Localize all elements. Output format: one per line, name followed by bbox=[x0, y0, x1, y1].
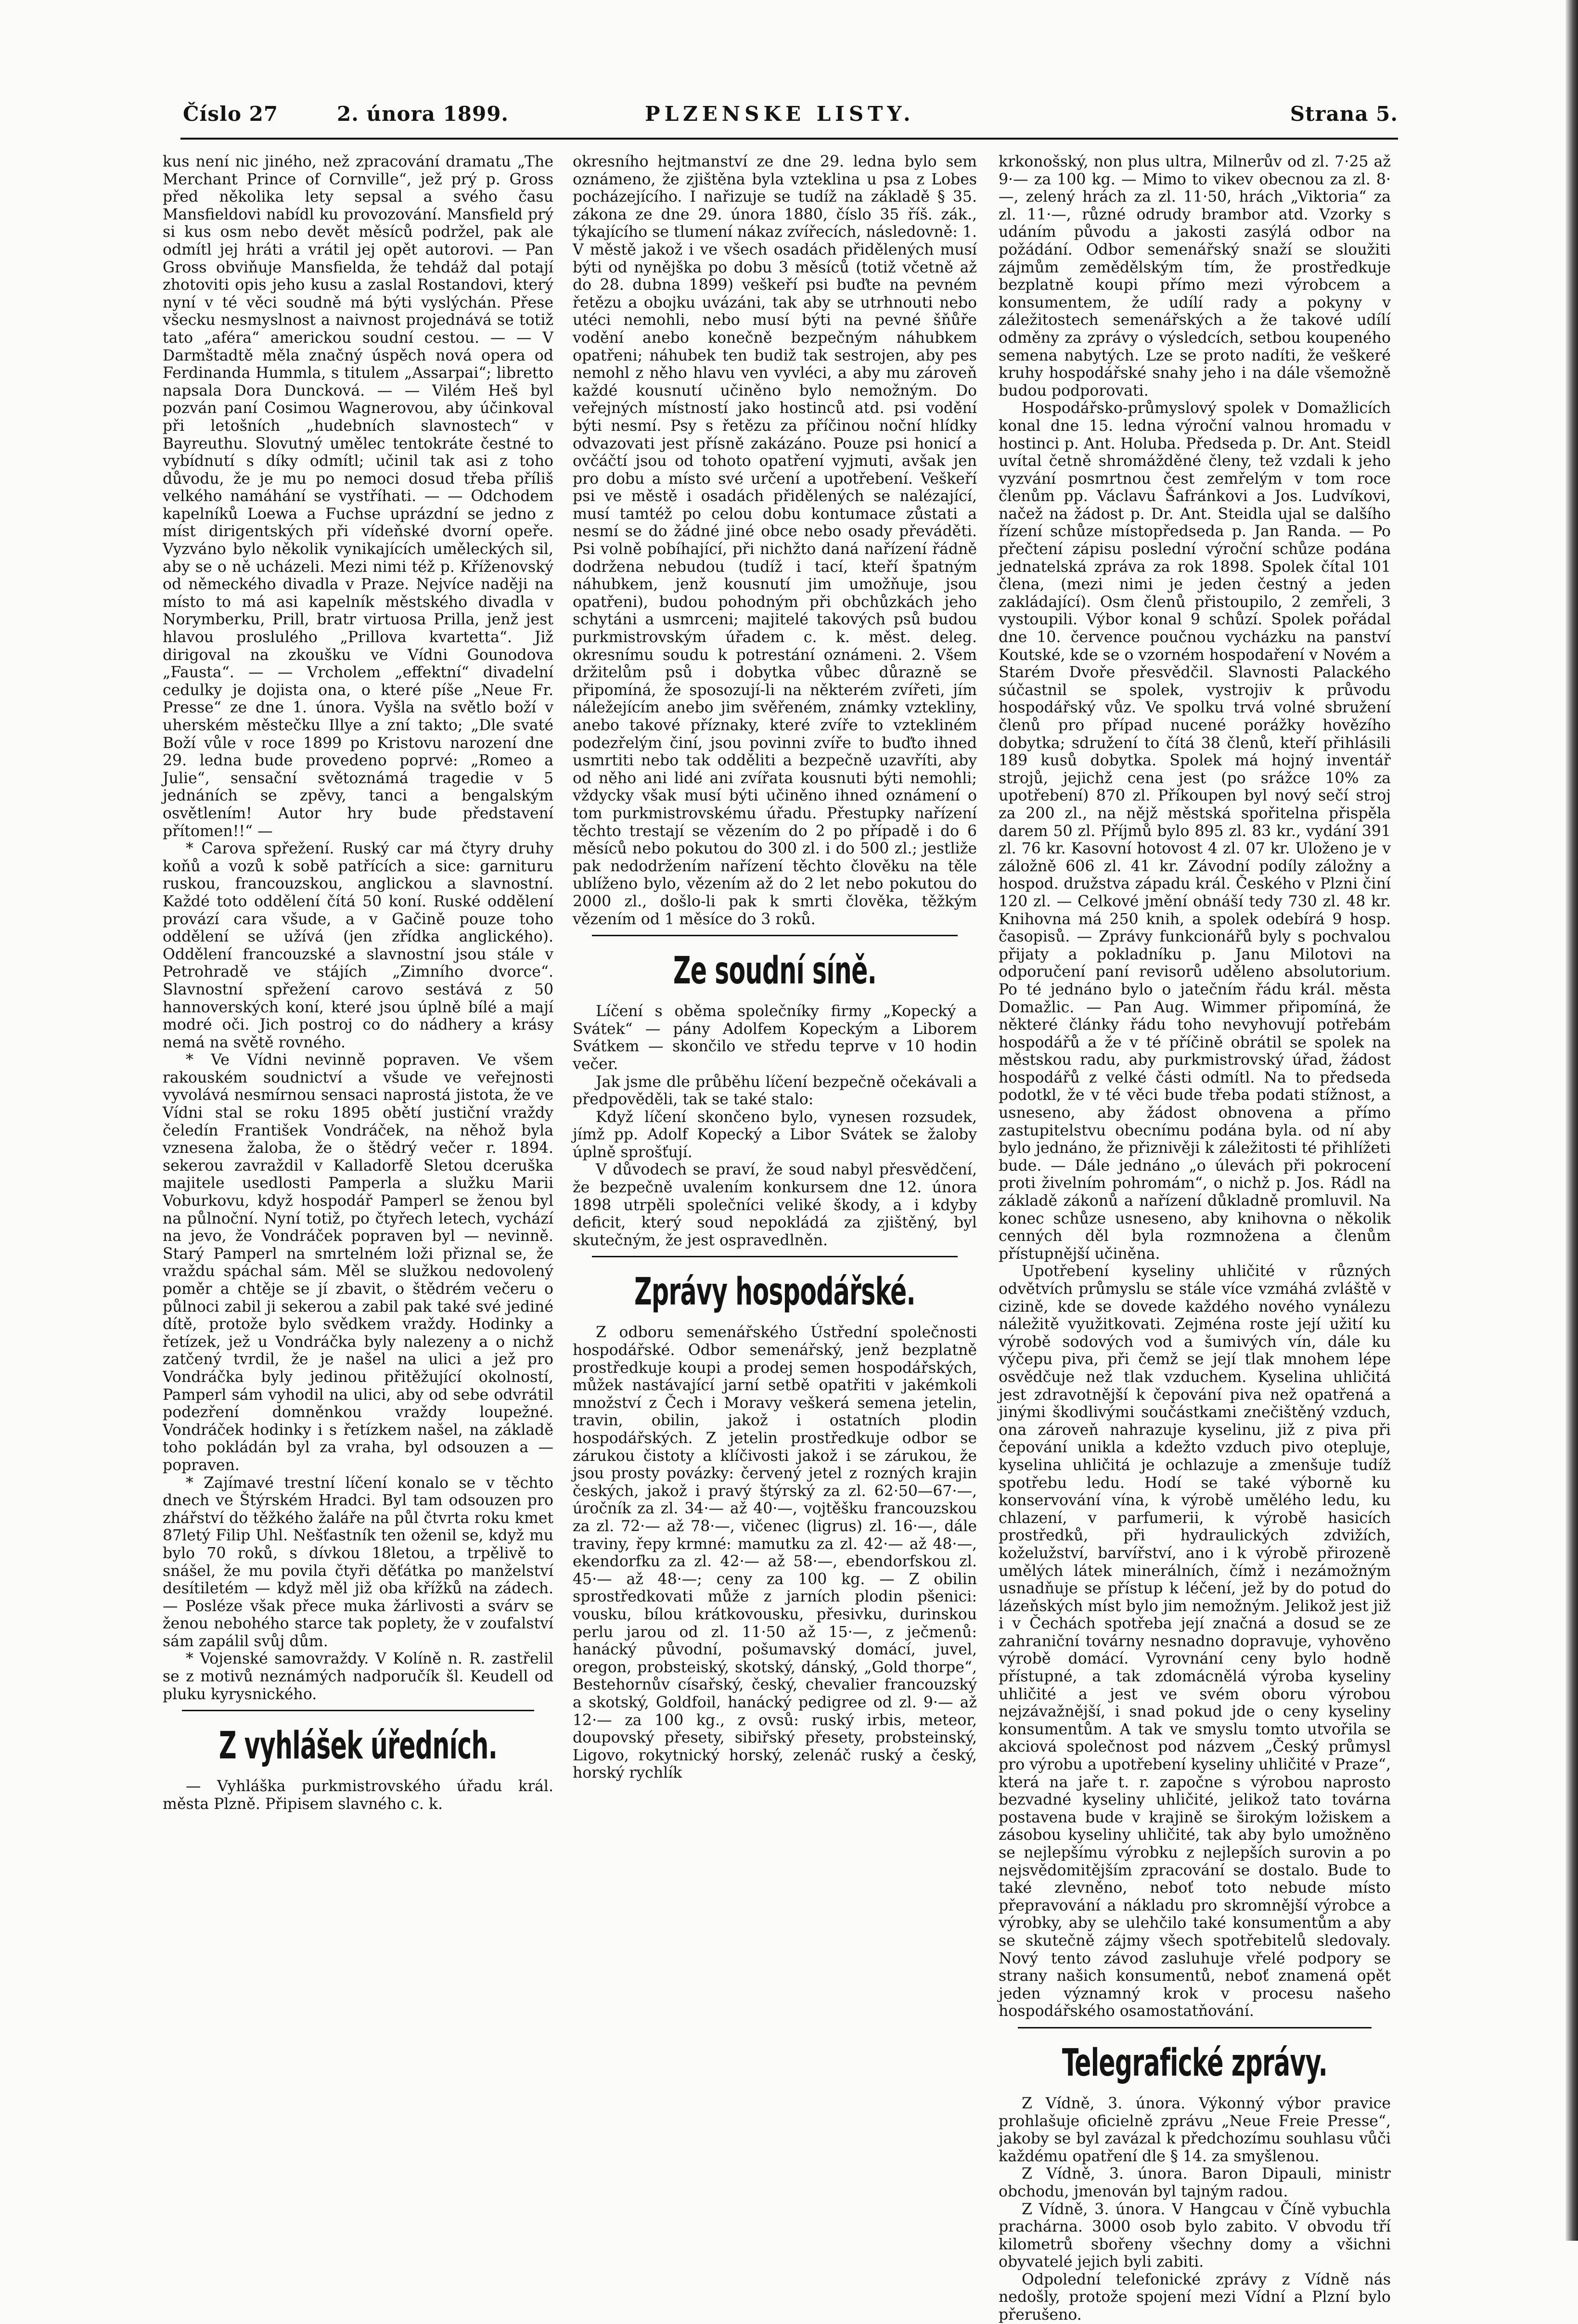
article-paragraph: krkonošský, non plus ultra, Milnerův od zl. 7·25 až 9·— za 100 kg. — Mimo to vikev obecnou za zl. 8·—, zelený hrách za zl. 11·50, hrách „Viktoria“ za zl. 11·—, různé odrudy brambor atd. Vzorky s udáním původu a jakosti zasýlá odbor na požádání. Odbor semenářský snaží se sloužiti zájmům zemědělským tím, že prostředkuje bezplatně koupi přímo mezi výrobcem a konsumentem, že udílí rady a pokyny v záležitostech semenářských a že takové udílí odměny za zprávy o výsledcích, setbou koupeného semena nabytých. Lze se proto nadíti, že veškeré kruhy hospodářské snahy jeho i na dále všemožně budou podporovati. bbox=[999, 153, 1391, 400]
article-paragraph: okresního hejtmanství ze dne 29. ledna bylo sem oznámeno, že zjištěna byla vzteklina u psa z Lobes pocházejícího. I nařizuje se tudíž na základě § 35. zákona ze dne 29. února 1880, číslo 35 říš. zák., týkajícího se tlumení nákaz zvířecích, následovně: 1. V městě jakož i ve všech osadách přidělených musí býti od nynějška po dobu 3 měsíců (totiž včetně až do 28. dubna 1899) veškeří psi buďte na pevném řetězu a obojku uvázáni, tak aby se utrhnouti nebo utéci nemohli, nebo musí býti na pevné šňůře vodění anebo konečně bezpečným náhubkem opatřeni; náhubek ten budiž tak sestrojen, aby pes nemohl z něho hlavu ven vyvléci, a aby mu zároveň každé kousnutí učiněno bylo nemožným. Do veřejných místností jako hostinců atd. psi vodění býti nesmí. Psy s řetězu za příčinou noční hlídky odvazovati jest přísně zakázáno. Pouze psi honicí a ovčáčtí jsou od tohoto opatření vyjmuti, avšak jen pro dobu a místo své určení a upotřebení. Veškeří psi ve městě i osadách přidělených se nalézající, musí tamtéž po celou dobu kontumace zůstati a nesmí se do žádné jiné obce nebo osady převáděti. Psi volně pobíhající, při nichžto daná nařízení řádně dodržena nebudou (tudíž i tací, kteří špatným náhubkem, jenž kousnutí jim umožňuje, jsou opatřeni), budou pohodným při obchůzkách jeho schytáni a usmrceni; majitelé takových psů budou purkmistrovským úřadem c. k. měst. deleg. okresnímu soudu k potrestání oznámeni. 2. Všem držitelům psů i dobytka vůbec důrazně se připomíná, že sposozují-li na některém zvířeti, jím náležejícím anebo jim svěřeném, známky vztekliny, anebo takové příznaky, které zvíře to vztekliném podezřelým činí, jsou povinni zvíře to buďto ihned usmrtiti nebo tak odděliti a bezpečně uzavříti, aby od něho ani lidé ani zvířata kousnuti býti nemohli; vždycky však musí býti učiněno ihned oznámení o tom purkmistrovskému úřadu. Přestupky nařízení těchto trestají se vězením do 2 po případě i do 6 měsíců nebo pokutou do 300 zl. i do 500 zl.; jestliže pak nedodržením nařízení těchto člověku na těle ublíženo bylo, vězením až do 2 let nebo pokutou do 2000 zl., došlo-li pak k smrti člověka, těžkým vězením od 1 měsíce do 3 roků. bbox=[573, 153, 977, 928]
section-rule bbox=[182, 1710, 534, 1711]
newspaper-title: PLZENSKE LISTY. bbox=[645, 102, 915, 126]
section-heading: Z vyhlášek úředních. bbox=[218, 1724, 498, 1768]
header-rule bbox=[180, 138, 1398, 140]
article-paragraph: * Carova spřežení. Ruský car má čtyry druhy koňů a vozů k sobě patřících a sice: garnituru ruskou, francouzskou, anglickou a slavnostní. Každé toto oddělení čítá 50 koní. Ruské oddělení provází cara všude, a v Gačině pouze toho oddělení se užívá (jen zřídka anglického). Oddělení francouzské a slavnostní jsou stále v Petrohradě ve stájích „Zimního dvorce“. Slavnostní spřežení carovo sestává z 50 hannoverských koní, které jsou úplně bílé a mají modré oči. Jich postroj co do nádhery a krásy nemá na světě rovného. bbox=[163, 840, 553, 1051]
section-heading: Zprávy hospodářské. bbox=[634, 1270, 916, 1314]
scan-edge bbox=[1565, 0, 1578, 2241]
article-paragraph: Upotřebení kyseliny uhličité v různých odvětvích průmyslu se stále více vzmáhá zvláště v cizině, kde se dovede každého nového vynálezu náležitě využitkovati. Zejména roste její užití ku výrobě sodových vod a šumivých vín, dále ku výčepu piva, při čemž se její tlak mnohem lépe osvědčuje než tlak vzduchem. Kyselina uhličitá jest zdravotnější k čepování piva než opatřená a jinými škodlivými součástkami znečištěný vzduch, ona zároveň nahrazuje kyselinu, již z piva při čepování unikla a kdežto vzduch pivo otepluje, kyselina uhličitá je ochlazuje a zmenšuje tudíž spotřebu ledu. Hodí se také výborně ku konservování vína, k výrobě umělého ledu, ku chlazení, v parfumerii, k výrobě hasicích prostředků, při hydraulických zdvižích, koželužství, barvířství, ano i k výrobě přirozeně umělých látek minerálních, čímž i nezámožným usnadňuje se přístup k léčení, jež by do potud do lázeňských míst bylo jim nemožným. Jelikož jest již i v Čechách spotřeba její značná a dosud se ze zahraniční továrny nesnadno dopravuje, vyhověno výrobě domácí. Vyrovnání ceny bylo hodně přístupné, a tak zdomácnělá výroba kyseliny uhličité a jest ve svém oboru výrobou nejzávažnější, i snad pokud jde o ceny kyseliny konsumentům. A tak ve smyslu tomto utvořila se akciová společnost pod názvem „Český průmysl pro výrobu a upotřebení kyseliny uhličité v Praze“, která na jaře t. r. započne s výrobou naprosto bezvadné kyseliny uhličité, jelikož tato továrna postavena bude v krajině se širokým ložiskem a zásobou kyseliny uhličité, tak aby bylo umožněno se nejlepšímu výrobku z nejlepších surovin a po nejsvědomitějším zpracování se dostalo. Bude to také zlevněno, neboť toto nebude místo přepravování a nákladu pro skromnější výrobce a výrobky, aby se ulehčilo také konsumentům a aby se skutečně zájmy všech spotřebitelů sledovaly. Nový tento závod zasluhuje vřelé podpory se strany našich konsumentů, neboť znamená opět jeden významný krok v procesu našeho hospodářského osamostatňování. bbox=[999, 1263, 1391, 2020]
article-paragraph: Líčení s oběma společníky firmy „Kopecký a Svátek“ — pány Adolfem Kopeckým a Liborem Svátkem — skončilo ve středu teprve v 10 hodin večer. bbox=[573, 1003, 977, 1073]
page-number: Strana 5. bbox=[1290, 102, 1398, 126]
section-rule bbox=[592, 1256, 958, 1257]
article-paragraph: kus není nic jiného, než zpracování dramatu „The Merchant Prince of Cornville“, jež prý p. Gross před několika lety sepsal a svého času Mansfieldovi nabídl ku provozování. Mansfield prý si kus osm nebo devět měsíců podržel, pak ale odmítl jej hráti a vrátil jej opět autorovi. — Pan Gross obviňuje Mansfielda, že tehdáž dal potají zhotoviti opis jeho kusu a zaslal Rostandovi, který nyní v té věci soudně má býti vyslýchán. Přese všecku nesmyslnost a naivnost projednává se totiž tato „aféra“ americkou soudní cestou. — — V Darmštadtě měla značný úspěch nová opera od Ferdinanda Hummla, s titulem „Assarpai“; libretto napsala Dora Duncková. — — Vilém Heš byl pozván paní Cosimou Wagnerovou, aby účinkoval při letošních „hudebních slavnostech“ v Bayreuthu. Slovutný umělec tentokráte čestné to vybídnutí s díky odmítl; učinil tak asi z toho důvodu, že je mu po nemoci dosud třeba příliš velkého namáhání se vystříhati. — — Odchodem kapelníků Loewa a Fuchse uprázdní se jedno z míst dirigentských při vídeňské dvorní opeře. Vyzváno bylo několik vynikajících uměleckých sil, aby se o ně ucházeli. Mezi nimi též p. Kříženovský od německého divadla v Praze. Nejvíce naději na místo to má asi kapelník městského divadla v Norymberku, Prill, bratr virtuosa Prilla, jenž jest hlavou proslulého „Prillova kvartetta“. Již dirigoval na zkoušku ve Vídni Gounodova „Fausta“. — — Vrcholem „effektní“ divadelní cedulky je dojista ona, o které píše „Neue Fr. Presse“ ze dne 1. února. Vyšla na světlo boží v uherském městečku Illye a zní takto; „Dle svaté Boží vůle v roce 1899 po Kristovu narození dne 29. ledna bude provedeno poprvé: „Romeo a Julie“, sensační světoznámá tragedie v 5 jednáních se zpěvy, tanci a bengalským osvětlením! Autor hry bude představení přítomen!!“ — bbox=[163, 153, 553, 840]
column-1 bbox=[163, 153, 553, 2127]
article-paragraph: Z Vídně, 3. února. V Hangcau v Číně vybuchla prachárna. 3000 osob bylo zabito. V obvodu tří kilometrů sbořeny všechny domy a všichni obyvatelé jejich byli zabiti. bbox=[999, 2200, 1391, 2271]
section-rule bbox=[592, 935, 958, 936]
column-2 bbox=[573, 153, 977, 2127]
article-paragraph: Jak jsme dle průběhu líčení bezpečně očekávali a předpověděli, tak se také stalo: bbox=[573, 1073, 977, 1109]
page-header bbox=[183, 100, 1398, 134]
section-heading: Telegrafické zprávy. bbox=[1062, 2041, 1328, 2085]
article-paragraph: Z Vídně, 3. února. Baron Dipauli, ministr obchodu, jmenován byl tajným radou. bbox=[999, 2165, 1391, 2200]
article-paragraph: Hospodářsko-průmyslový spolek v Domažlicích konal dne 15. ledna výroční valnou hromadu v hostinci p. Ant. Holuba. Předseda p. Dr. Ant. Steidl uvítal četně shromážděné členy, tež vzdali k jeho vyzvání posmrtnou čest zemřelým v tom roce členům pp. Václavu Šafránkovi a Jos. Ludvíkovi, načež na žádost p. Dr. Ant. Steidla ujal se dalšího řízení schůze místopředseda p. Jan Randa. — Po přečtení zápisu poslední výroční schůze podána jednatelská zpráva za rok 1898. Spolek čítal 101 člena, (mezi nimi je jeden čestný a jeden zakládající). Osm členů přistoupilo, 2 zemřeli, 3 vystoupili. Výbor konal 9 schůzí. Spolek pořádal dne 10. července poučnou vycházku na panství Koutské, kde se o vzorném hospodaření v Novém a Starém Dvoře přesvědčil. Slavnosti Palackého súčastnil se spolek, vystrojiv k průvodu hospodářský vůz. Ve spolku trvá volné sbružení členů pro případ nucené porážky hovězího dobytka; sdružení to čítá 38 členů, kteří přihlásili 189 kusů dobytka. Spolek má hojný inventář strojů, jejichž cena jest (po srážce 10% za upotřebení) 870 zl. Příkoupen byl nový sečí stroj za 200 zl., na nějž městská spořitelna přispěla darem 50 zl. Příjmů bylo 895 zl. 83 kr., vydání 391 zl. 76 kr. Kasovní hotovost 4 zl. 07 kr. Uloženo je v záložně 606 zl. 41 kr. Závodní podíly záložny a hospod. družstva západu král. Českého v Plzni činí 120 zl. — Celkové jmění obnáší tedy 730 zl. 48 kr. Knihovna má 250 knih, a spolek odebírá 9 hosp. časopisů. — Zprávy funkcionářů byly s pochvalou přijaty a pokladníku p. Janu Milotovi na odporučení paní revisorů uděleno absolutorium. Po té jednáno bylo o jatečním řádu král. města Domažlic. — Pan Aug. Wimmer připomíná, že některé články řádu toho nevyhovují potřebám hospodářů a že v té příčině obrátil se spolek na městskou radu, aby purkmistrovský úřad, žádost hospodářů z velké části odmítl. Na to předseda podotkl, že v té věci bude třeba podati stížnost, a usneseno, aby žádost obnovena a přímo zastupitelstvu obecnímu podána byla. od ní aby bylo jednáno, že přiznivěji k záležitosti té přihlížeti bude. — Dále jednáno „o úlevách při pokrocení proti živelním pohromám“, o nichž p. Jos. Rádl na základě zákonů a nařízení důkladně promluvil. Na konec schůze usneseno, aby knihovna o několik cenných děl byla rozmnožena a členům přístupnější učiněna. bbox=[999, 400, 1391, 1263]
article-paragraph: Když líčení skončeno bylo, vynesen rozsudek, jímž pp. Adolf Kopecký a Libor Svátek se žaloby úplně sprošťují. bbox=[573, 1108, 977, 1161]
issue-date: 2. února 1899. bbox=[337, 102, 509, 126]
column-3 bbox=[999, 153, 1391, 2324]
article-paragraph: Z Vídně, 3. února. Výkonný výbor pravice prohlašuje oficielně zprávu „Neue Freie Presse“, jakoby se byl zavázal k předchozímu souhlasu vůči každému opatření dle § 14. za smyšlenou. bbox=[999, 2094, 1391, 2165]
article-paragraph: * Vojenské samovraždy. V Kolíně n. R. zastřelil se z motivů neznámých nadporučík šl. Keudell od pluku kyrysnického. bbox=[163, 1650, 553, 1703]
section-heading: Ze soudní síně. bbox=[673, 949, 877, 993]
issue-number: Číslo 27 bbox=[183, 102, 279, 126]
article-paragraph: * Ve Vídni nevinně popraven. Ve všem rakouském soudnictví a všude ve veřejnosti vyvolává nesmírnou sensaci naprostá jistota, že ve Vídni stal se roku 1895 obětí justiční vraždy čeledín František Vondráček, na něhož byla vznesena žaloba, že o štědrý večer r. 1894. sekerou zavraždil v Kalladorfě Sletou dceruška majitele usedlosti Pamperla a služku Marii Voburkovu, když hospodář Pamperl se ženou byl na půlnoční. Nyní totiž, po čtyřech letech, vychází na jevo, že Vondráček popraven byl — nevinně. Starý Pamperl na smrtelném loži přiznal se, že vraždu spáchal sám. Měl se služkou nedovolený poměr a chtěje se jí zbavit, o štědrém večeru o půlnoci zabil ji sekerou a zabil pak také své jediné dítě, protože bylo svědkem vraždy. Hodinky a řetízek, jež u Vondráčka byly nalezeny a o nichž zatčený tvrdil, že je našel na ulici a jež pro Vondráčka byly jedinou přitěžující okolností, Pamperl sám vyhodil na ulici, aby od sebe odvrátil podezření domněnkou vraždy loupežné. Vondráček hodinky i s řetízkem našel, na základě toho pokládán byl za vraha, byl odsouzen a — popraven. bbox=[163, 1051, 553, 1474]
article-paragraph: Odpolední telefonické zprávy z Vídně nás nedošly, protože spojení mezi Vídní a Plzní bylo přerušeno. bbox=[999, 2271, 1391, 2324]
article-paragraph: Z odboru semenářského Ústřední společnosti hospodářské. Odbor semenářský, jenž bezplatně prostředkuje koupi a prodej semen hospodářských, můžek nastávající jarní setbě opatřiti v jakémkoli množství z Čech i Moravy veškerá semena jetelin, travin, obilin, jakož i ostatních plodin hospodářských. Z jetelin prostředkuje odbor se zárukou čistoty a klíčivosti jakož i se zárukou, že jsou prosty povázky: červený jetel z rozných krajin českých, jakož i pravý štýrský za zl. 62·50—67·—, úročník za zl. 34·— až 40·—, vojtěšku francouzskou za zl. 72·— až 78·—, vičenec (ligrus) zl. 16·—, dále traviny, řepy krmné: mamutku za zl. 42·— až 48·—, ekendorfku za zl. 42·— až 58·—, ebendorfskou zl. 45·— až 48·—; ceny za 100 kg. — Z obilin sprostředkovati může z jarních plodin pšenici: vousku, bílou krátkovousku, přesivku, durinskou perlu jarou od zl. 11·50 až 15·—, z ječmenů: hanácký původní, pošumavský domácí, juvel, oregon, probsteiský, skotský, dánský, „Gold thorpe“, Bestehornův císařský, český, chevalier francouzský a skotský, Goldfoil, hanácký pedigree od zl. 9·— až 12·— za 100 kg., z ovsů: ruský irbis, meteor, doupovský přesety, sibiřský přesety, probsteinský, Ligovo, rokytnický horský, zelenáč ruský a český, horský rychlík bbox=[573, 1324, 977, 1782]
article-paragraph: * Zajímavé trestní líčení konalo se v těchto dnech ve Štýrském Hradci. Byl tam odsouzen pro zhářství do těžkého žaláře na půl čtvrta roku kmet 87letý Filip Uhl. Nešťastník ten oženil se, když mu bylo 70 roků, s dívkou 18letou, a trpělivě to snášel, že mu povila čtyři děťátka po manželství desítiletém — když měl již oba křížků na zádech. — Posléze však přece muka žárlivosti a svárv se ženou nebohého starce tak poplety, že v zoufalství sám zapálil svůj dům. bbox=[163, 1474, 553, 1650]
article-paragraph: V důvodech se praví, že soud nabyl přesvědčení, že bezpečně uvalením konkursem dne 12. února 1898 utrpěli společníci veliké škody, a i kdyby deficit, který soud nepokládá za zjištěný, byl skutečným, že jest ospravedlněn. bbox=[573, 1161, 977, 1249]
section-rule bbox=[1018, 2027, 1372, 2028]
article-paragraph: — Vyhláška purkmistrovského úřadu král. města Plzně. Připisem slavného c. k. bbox=[163, 1778, 553, 1813]
